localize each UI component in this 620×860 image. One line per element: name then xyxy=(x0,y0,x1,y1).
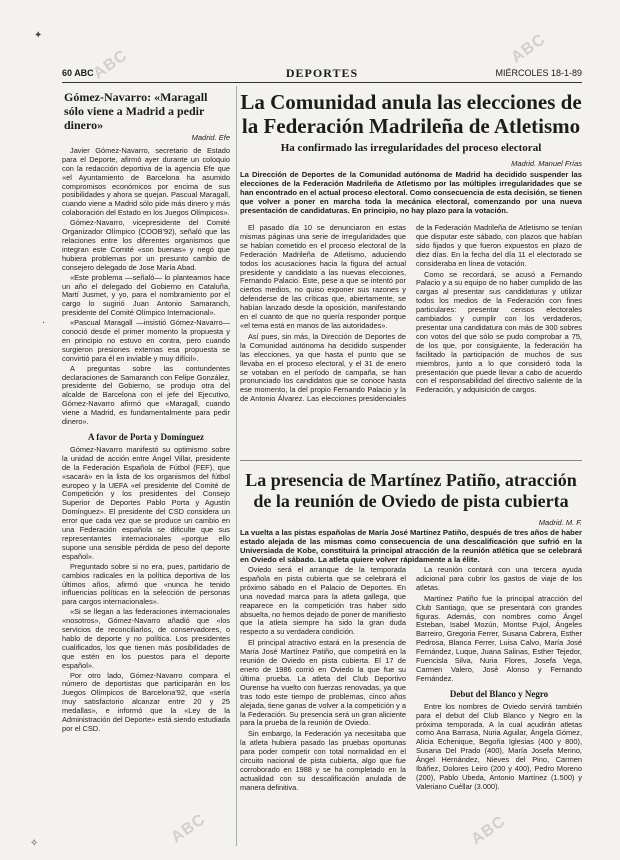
paragraph: Javier Gómez-Navarro, secretario de Estado para el Deporte, afirmó ayer durante un coloquio con la redacción deportiva de la agencia Efe que «el Ayuntamiento de Barcelona ha asumido compromisos económicos por encima de sus posibilidades y ahora se quejan. Pascual Maragall, cuando viene a Madrid sólo pide más dinero y más colaboración del Estado en los Juegos Olímpicos». xyxy=(62,145,230,218)
main-article-lead: La Dirección de Deportes de la Comunidad autónoma de Madrid ha decidido suspender las elecciones de la Federación Madrileña de Atletismo por las múltiples irregularidades que se han encontrado en el actual proceso electoral. Como consecuencia de esta decisión, se tienen que volver a poner en marcha toda la mecánica electoral, comenzando por una nueva presentación de candidaturas. En principio, no hay plazo para la votación. xyxy=(240,170,582,215)
watermark: ABC xyxy=(468,812,509,849)
paragraph: Entre los nombres de Oviedo servirá también para el debut del Club Blanco y Negro en la próxima temporada. A la cual acudirán atletas como Ana Barrasa, Nuria Aguilar, Ángela Gómez, Alicia Echenique, Begoña Iglesias (400 y 800), Susana Del Prado (400), María Josefa Merino, Ángel Hernández, Nieves del Pino, Carmen Ibáñez, Dolores Leiro (200 y 400), Pedro Moreno (200), Pablo Ubeda, Antonio Martínez (1.500) y Valeriano Cuéllar (3.000). xyxy=(416,701,582,791)
publication-date: MIÉRCOLES 18-1-89 xyxy=(495,68,582,78)
registration-mark-icon: ✧ xyxy=(30,838,39,849)
page-header xyxy=(62,66,582,82)
main-article-byline: Madrid. Manuel Frías xyxy=(511,159,582,168)
paragraph: Como se recordará, se acusó a Fernando Palacio y a su equipo de no haber cumplido de las cargas al presentar sus candidaturas y utilizar todos los medios de la Federación con fines particulares: presentar censos electorales cambiados y cumplir con los verdaderos, presentar una candidatura con más de 300 sobres con votos del que sólo se pudo comprobar a 75, de los que, por consiguiente, la federación ha facilitado la participación de muchos de sus miembros, junto a lo que consideró toda la presentación que puede llevar a cabo de acuerdo con el responsabilidad del directivo saliente de la Federación, y adquisición de cargos. xyxy=(416,269,582,395)
paragraph: Así pues, sin más, la Dirección de Deportes de la Comunidad autónoma ha decidido suspender las elecciones, ya que hasta el punto que se llevaba en el proceso electoral, y el 31 de enero se votaban en el período de campaña, se han pronunciado los candidatos que se conoce hasta ese momento, la del propio Fernando Palacio y la de Antonio Álvarez. Las elecciones presidenciales de la Federación Madrileña de Atletismo se tenían que disputar este sábado, con plazos que habían sido fijados y que fueron expuestos en plazo de diez días. En la fecha del día 11 el electorado se consideraba en línea de votación. xyxy=(240,223,582,404)
paragraph: «Si se llegan a las federaciones internacionales «nosotros», Gómez-Navarro añadió que «los servicios de reconciliarlos, de conservadores, o hablo de deporte y no política. Los presidentes cualificados, los que tienen más posibilidades de que estén en los puestos para el deporte español». xyxy=(62,607,230,670)
registration-mark-icon: ✦ xyxy=(34,30,43,41)
paragraph: El pasado día 10 se denunciaron en estas mismas páginas una serie de irregularidades que se habían cometido en el proceso electoral de la Federación Madrileña de Atletismo, aduciendo todos los acusaciones hacia la figura del actual presidente y candidato a las nuevas elecciones, Fernando Palacio. Este, pese a que se intentó por ciertos medios, no quiso exponer sus razones y defenderse de las críticas que, abiertamente, se habían lanzado desde la oposición, manifestando en el cuanto de que no quería responder porque «el tema está en manos de las autoridades». xyxy=(240,223,406,330)
second-article-body xyxy=(240,566,582,856)
main-article-body xyxy=(240,224,582,456)
paragraph: El principal atractivo estará en la presencia de María José Martínez Patiño, que competirá en la reunión de Oviedo en pista cubierta. El 17 de enero de 1986 corrió en Oviedo la que fue su última prueba. La atleta del Club Deportivo Ourense ha vuelto con fuerzas renovadas, ya que tras todo este tiempo de problemas, cinco años alejada, tiene ganas de volver a la competición y a la Federación. Su presencia será un gran aliciente para la prueba de la reunión de Oviedo. xyxy=(240,638,406,728)
paragraph: Preguntado sobre si no era, pues, partidario de cambios radicales en la política deportiva de los últimos años, afirmó que «nunca he tenido influencias políticas en la selección de personas para cargos internacionales». xyxy=(62,561,230,607)
column-divider xyxy=(236,86,237,846)
second-article-byline: Madrid. M. F. xyxy=(538,518,582,527)
paragraph: «Este problema —señaló— lo planteamos hace un año el delegado del Gobierno en Cataluña, Martí Jusmet, y yo, para el nombramiento por el cargo lo sugirió Juan Antonio Samaranch, presidente del Comité Olímpico Internacional». xyxy=(62,272,230,318)
paragraph: Gómez-Navarro manifestó su optimismo sobre la unidad de acción entre Ángel Villar, presidente de la Federación Española de Fútbol (FEF), que «sacará» en la lista de los organismos del fútbol europeo y la UEFA «el presidente del Comité de Competición y los presidentes del Consejo Superior de Deportes Pablo Porta y Agustín Domínguez». El presidente del CSD considera un error que cada vez que se produce un cambio en una Federación española se dificulte que sus representantes internacionales «porque ello supone una sensible pérdida de peso del deporte español». xyxy=(62,444,230,561)
paragraph: Por otro lado, Gómez-Navarro compara el número de deportistas que participarán en los Juegos Olímpicos de Barcelona'92, que «sería muy satisfactorio alcanzar entre 20 y 25 medallas», e informó que la «Ley de la Administración del Deporte» está siendo estudiada por el CSD. xyxy=(62,670,230,733)
section-title: DEPORTES xyxy=(285,66,359,80)
main-article-headline: La Comunidad anula las elecciones de la Federación Madrileña de Atletismo xyxy=(240,90,582,138)
left-article-byline: Madrid. Efe xyxy=(191,133,230,142)
second-article-headline: La presencia de Martínez Patiño, atracción de la reunión de Oviedo de pista cubierta xyxy=(245,470,577,511)
left-article xyxy=(62,90,230,735)
main-article-subheadline: Ha confirmado las irregularidades del proceso electoral xyxy=(280,142,542,154)
paragraph: La reunión contará con una tercera ayuda adicional para cubrir los gastos de viaje de los atletas. xyxy=(416,565,582,592)
left-article-headline: Gómez-Navarro: «Maragall sólo viene a Madrid a pedir dinero» xyxy=(64,90,208,132)
article-divider xyxy=(240,460,582,461)
left-article-subhead: A favor de Porta y Domínguez xyxy=(87,432,205,442)
page-number: 60 ABC xyxy=(62,68,94,78)
second-article-lead: La vuelta a las pistas españolas de María José Martínez Patiño, después de tres años de haber estado alejada de las mismas como consecuencia de una descalificación que sufrió en la Universiada de Kobe, constituirá la principal atracción de la reunión atlética que se celebrará en Oviedo el sábado. La atleta quiere volver rápidamente a la élite. xyxy=(240,528,582,564)
paragraph: Oviedo será el arranque de la temporada española en pista cubierta que se celebrará el próximo sábado en el Palacio de Deportes. En una novedad marca para la atleta gallega, que reaparece en la competición tras haber sido absuelta, no hemos dejado de poner de manifiesto que la atleta siempre ha sido la gran duda respecto a su verdadera condición. xyxy=(240,565,406,637)
header-rule xyxy=(62,82,582,83)
watermark: ABC xyxy=(90,46,131,83)
watermark: ABC xyxy=(508,30,549,67)
registration-mark-icon: · xyxy=(42,318,46,329)
paragraph: A preguntas sobre las contundentes declaraciones de Samaranch con Felipe González, presidente del Gobierno, se produjo otra del alcalde de Barcelona con el jefe del Ejecutivo, Gómez-Navarro afirmó que «Maragall, cuando viene a Madrid, es fundamentalmente para pedir dinero». xyxy=(62,363,230,427)
watermark: ABC xyxy=(168,810,209,847)
paragraph: «Pascual Maragall —insistió Gómez-Navarro— conoció desde el primer momento la propuesta y en principio no estuvo en contra, pero cuando surgieron presiones externas esa propuesta se convirtió para él en inviable y muy difícil». xyxy=(62,318,230,363)
second-article-subhead: Debut del Blanco y Negro xyxy=(449,688,549,699)
paragraph: Martínez Patiño fue la principal atracción del Club Santiago, que se presentará con grandes figuras. Además, con nombres como Ángel Esteban, Isabel Mozún, Montse Pujol, Ángeles Barreiro, Gregoria Ferrer, Susana Cabrera, Esther Pedrosa, Blanca Ferrer, Luisa Calvo, María José Fernández, Luque, Juana Salinas, Esther Tejedor, Fuencisla Silva, Nuria Flores, Josefa Vega, Carmen Valero, José Alonso y Fernando Fernández. xyxy=(416,593,582,683)
paragraph: Sin embargo, la Federación ya necesitaba que la atleta hubiera pasado las pruebas oportunas para poder competir con total normalidad en el circuito nacional de pista cubierta, algo que fue corroborado en 1988 y se ha completado en la actualidad con su descalificación anulada de manera definitiva. xyxy=(240,729,406,792)
paragraph: Gómez-Navarro, vicepresidente del Comité Organizador Olímpico (COOB'92), señaló que las relaciones entre los diferentes organismos que integran este Comité «son buenas» y negó que hubiera problemas por un presunto cambio de consejero delegado de Jose María Abad. xyxy=(62,218,230,272)
